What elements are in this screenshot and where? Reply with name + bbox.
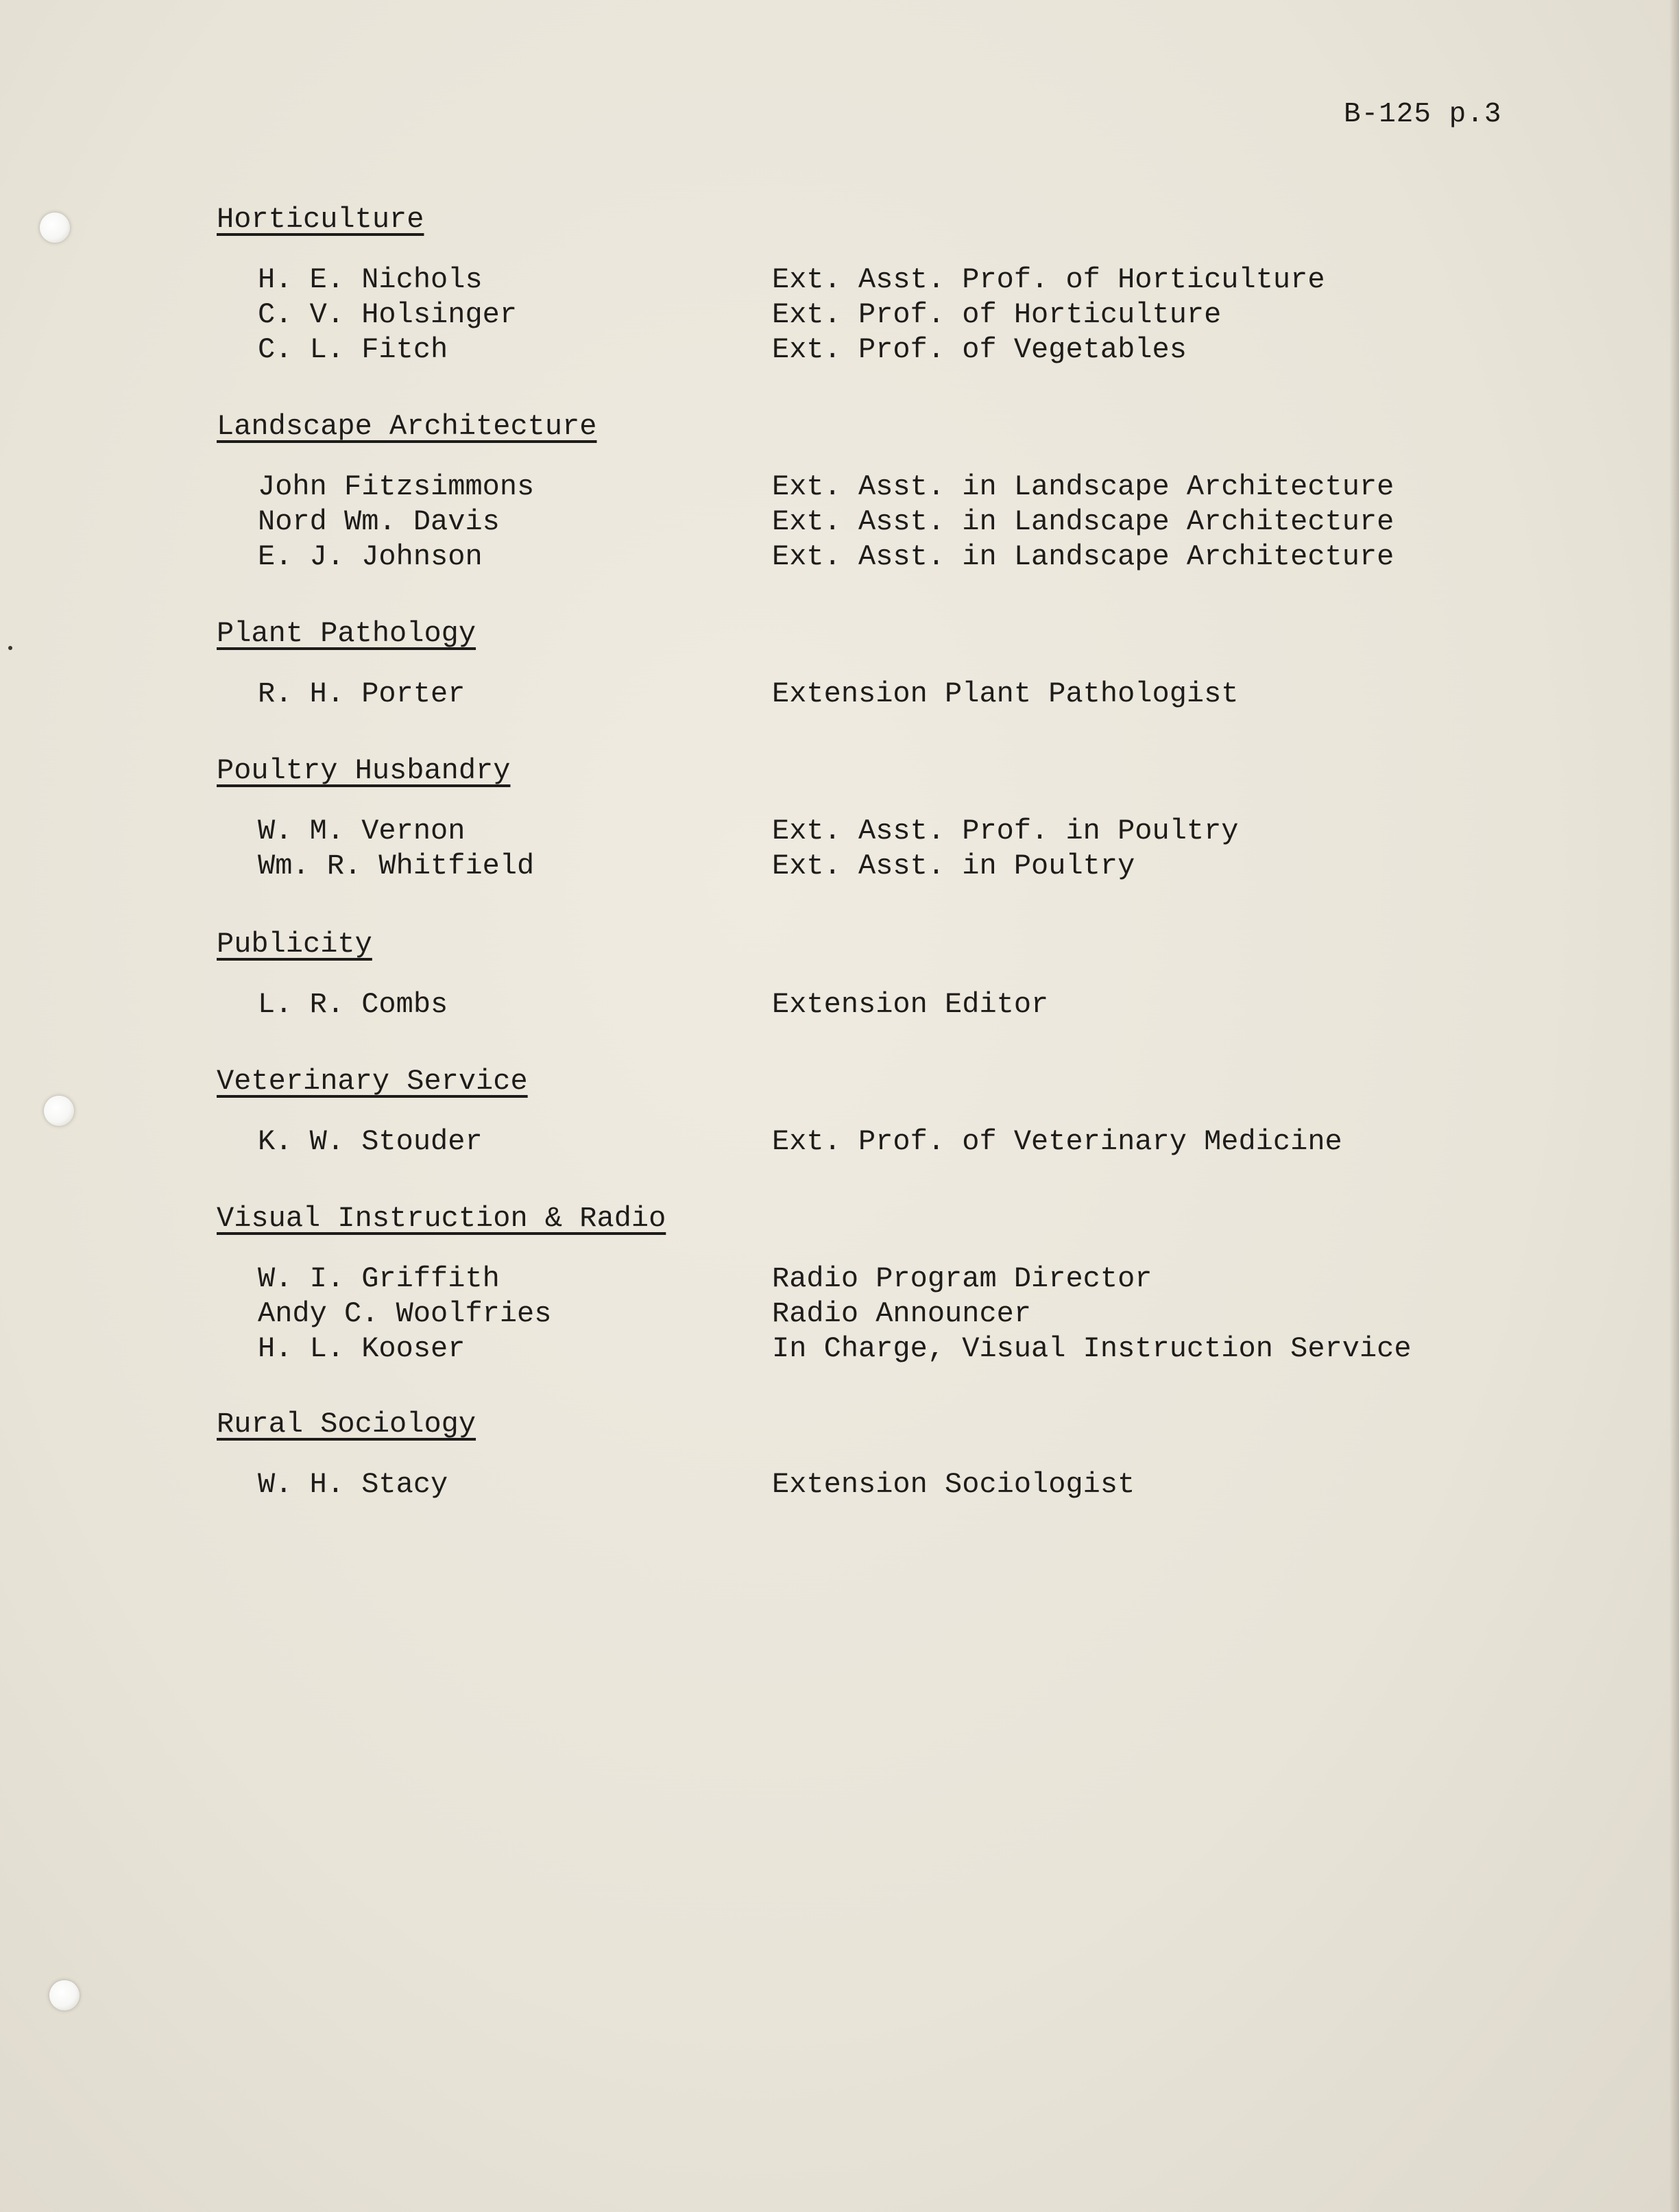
staff-name: Nord Wm. Davis [258,505,500,538]
staff-row [217,1468,1567,1503]
section-heading: Visual Instruction & Radio [217,1202,666,1235]
staff-list [217,1125,1567,1160]
staff-row [217,298,1567,333]
staff-row [217,850,1567,885]
staff-row [217,815,1567,850]
staff-title: Ext. Asst. Prof. in Poultry [772,815,1239,847]
staff-title: Ext. Asst. in Landscape Architecture [772,470,1394,503]
punch-hole [49,1980,80,2010]
section-heading: Veterinary Service [217,1065,528,1098]
staff-title: Extension Plant Pathologist [772,677,1239,710]
section-heading: Publicity [217,928,372,961]
section-poultry-husbandry [217,754,1567,885]
section-heading: Poultry Husbandry [217,754,511,787]
staff-name: Andy C. Woolfries [258,1297,552,1330]
staff-list [217,1468,1567,1503]
staff-row [217,988,1567,1023]
staff-name: Wm. R. Whitfield [258,850,535,882]
section-horticulture [217,203,1567,368]
staff-name: John Fitzsimmons [258,470,535,503]
staff-row [217,1332,1567,1367]
staff-row [217,677,1567,712]
section-heading: Rural Sociology [217,1408,476,1441]
staff-row [217,470,1567,505]
staff-row [217,540,1567,575]
staff-title: In Charge, Visual Instruction Service [772,1332,1412,1365]
paper-edge-shadow [1669,0,1679,2212]
staff-name: H. E. Nichols [258,263,483,296]
staff-name: W. I. Griffith [258,1262,500,1295]
staff-name: W. M. Vernon [258,815,466,847]
staff-row [217,333,1567,368]
staff-list [217,263,1567,368]
ink-speck [8,646,12,650]
staff-title: Radio Program Director [772,1262,1152,1295]
staff-row [217,1262,1567,1297]
section-veterinary-service [217,1065,1567,1160]
staff-title: Ext. Asst. Prof. of Horticulture [772,263,1325,296]
staff-row [217,263,1567,298]
section-plant-pathology [217,617,1567,712]
staff-row [217,505,1567,540]
staff-title: Ext. Prof. of Veterinary Medicine [772,1125,1342,1158]
staff-title: Ext. Prof. of Vegetables [772,333,1187,366]
staff-name: K. W. Stouder [258,1125,483,1158]
staff-list [217,677,1567,712]
staff-title: Radio Announcer [772,1297,1032,1330]
section-heading: Landscape Architecture [217,410,597,443]
staff-title: Ext. Asst. in Poultry [772,850,1135,882]
section-publicity [217,928,1567,1023]
section-rural-sociology [217,1408,1567,1503]
staff-name: W. H. Stacy [258,1468,448,1501]
staff-title: Ext. Prof. of Horticulture [772,298,1222,331]
punch-hole [44,1096,74,1126]
staff-name: C. V. Holsinger [258,298,518,331]
staff-row [217,1297,1567,1332]
punch-hole [40,213,70,243]
section-heading: Plant Pathology [217,617,476,650]
staff-row [217,1125,1567,1160]
section-heading: Horticulture [217,203,424,236]
staff-title: Extension Sociologist [772,1468,1135,1501]
staff-name: E. J. Johnson [258,540,483,573]
section-landscape-architecture [217,410,1567,575]
page-number: B-125 p.3 [1344,99,1502,130]
staff-name: C. L. Fitch [258,333,448,366]
staff-name: H. L. Kooser [258,1332,466,1365]
staff-list [217,815,1567,885]
staff-list [217,988,1567,1023]
staff-title: Ext. Asst. in Landscape Architecture [772,540,1394,573]
staff-title: Extension Editor [772,988,1049,1021]
staff-list [217,1262,1567,1367]
staff-list [217,470,1567,575]
section-visual-instruction-radio [217,1202,1567,1367]
staff-title: Ext. Asst. in Landscape Architecture [772,505,1394,538]
staff-name: L. R. Combs [258,988,448,1021]
staff-name: R. H. Porter [258,677,466,710]
